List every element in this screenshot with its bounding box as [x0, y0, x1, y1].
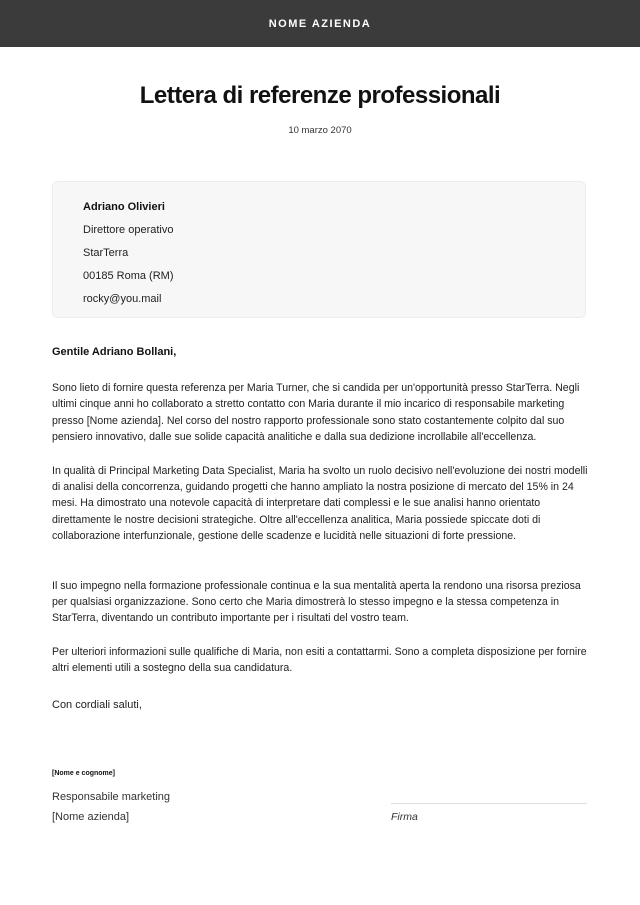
- recipient-name: Adriano Olivieri: [83, 201, 165, 213]
- letter-title: Lettera di referenze professionali: [139, 82, 501, 109]
- body-paragraph: Il suo impegno nella formazione professionale continua e la sua mentalità aperta la rendono una risorsa preziosa per qualsiasi organizzazione. Sono certo che Maria dimostrerà lo stesso impegno e la stessa competenza in StarTerra, diventando un contributo importante per i risultati del vostro team.: [52, 579, 581, 625]
- body-paragraph: In qualità di Principal Marketing Data Specialist, Maria ha svolto un ruolo decisivo nell'evoluzione dei nostri modelli di analisi della concorrenza, guidando progetti che hanno ampliato la nostra posizione di mercato del 15% in 24 mesi. Ha dimostrato una notevole capacità di interpretare dati complessi e le sue analisi hanno orientato direttamente le nostre decisioni strategiche. Oltre all'eccellenza analitica, Maria possiede spiccate doti di collaborazione interfunzionale, gestione delle scadenze e lucidità nelle situazioni di forte pressione.: [52, 464, 588, 543]
- recipient-email: rocky@you.mail: [83, 293, 162, 305]
- closing: Con cordiali saluti,: [52, 698, 142, 711]
- body-paragraph: Per ulteriori informazioni sulle qualifiche di Maria, non esiti a contattarmi. Sono a completa disposizione per fornire altri elementi utili a sostegno della sua candidatura.: [52, 645, 587, 675]
- letter-body: [52, 346, 592, 711]
- letter-date: 10 marzo 2070: [288, 125, 352, 136]
- greeting: Gentile Adriano Bollani,: [52, 346, 177, 358]
- signer-name: [Nome e cognome]: [52, 770, 116, 777]
- recipient-address: 00185 Roma (RM): [83, 270, 174, 282]
- signature-label: Firma: [391, 811, 418, 823]
- recipient-role: Direttore operativo: [83, 224, 174, 236]
- signer-company: [Nome azienda]: [52, 811, 130, 823]
- company-name: NOME AZIENDA: [268, 17, 372, 30]
- signature-line: [391, 803, 587, 804]
- header-bar: [0, 0, 640, 47]
- recipient-card: [52, 181, 586, 318]
- body-paragraph: Sono lieto di fornire questa referenza per Maria Turner, che si candida per un'opportunità presso StarTerra. Negli ultimi cinque anni ho collaborato a stretto contatto con Maria durante il mio incarico di responsabile marketing presso [Nome azienda]. Nel corso del nostro rapporto professionale sono stato costantemente colpito dal suo pensiero innovativo, dalle sue solide capacità analitiche e dalla sua dedizione incrollabile all'eccellenza.: [52, 382, 580, 444]
- signer-role: Responsabile marketing: [52, 791, 171, 803]
- recipient-company: StarTerra: [83, 247, 129, 259]
